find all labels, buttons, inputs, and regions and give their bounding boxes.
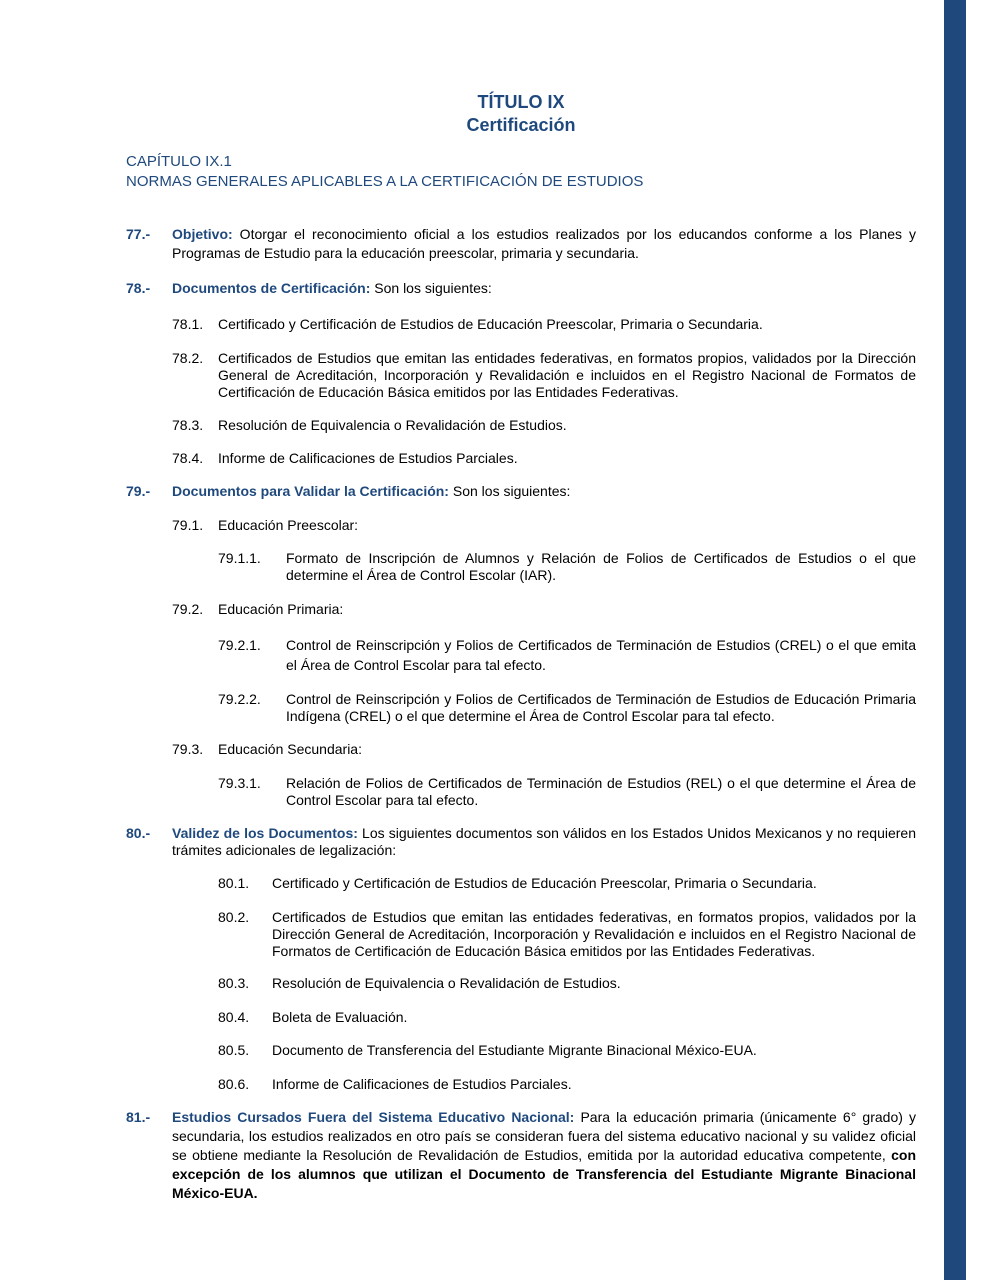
item-number: 79.2. [172, 601, 204, 617]
item-number: 78.1. [172, 316, 204, 332]
item-number: 78.4. [172, 450, 204, 466]
item-text: Control de Reinscripción y Folios de Certificados de Terminación de Estudios (CREL) o el que emita el Área de Control Escolar para tal efecto. [286, 637, 916, 673]
article-text: Los siguientes documentos son válidos en los Estados Unidos Mexicanos y no requieren trámites adicionales de legalización: [172, 825, 917, 858]
item-79-3-1 [218, 775, 916, 809]
item-text: Certificados de Estudios que emitan las entidades federativas, en formatos propios, validados por la Dirección General de Acreditación, Incorporación y Revalidación e incluidos en el Registro Nacional de Formatos de Certificación de Educación Básica emitidos por las Entidades Federativas. [218, 350, 916, 400]
item-78-4 [172, 450, 916, 467]
article-80 [126, 825, 916, 859]
item-number: 79.2.2. [218, 691, 261, 707]
item-text: Formato de Inscripción de Alumnos y Relación de Folios de Certificados de Estudios o el que determine el Área de Control Escolar (IAR). [286, 550, 916, 583]
item-text: Control de Reinscripción y Folios de Certificados de Terminación de Estudios de Educación Primaria Indígena (CREL) o el que determine el Área de Control Escolar para tal efecto. [286, 691, 916, 724]
item-78-3 [172, 417, 916, 434]
article-number: 77.- [126, 226, 151, 242]
article-79 [126, 482, 916, 501]
item-number: 80.1. [218, 875, 250, 891]
item-number: 79.1.1. [218, 550, 261, 566]
article-number: 81.- [126, 1109, 151, 1125]
item-text: Documento de Transferencia del Estudiante Migrante Binacional México-EUA. [272, 1042, 757, 1058]
item-number: 80.4. [218, 1009, 250, 1025]
article-81 [126, 1108, 916, 1203]
item-80-4 [218, 1009, 916, 1026]
article-heading: Estudios Cursados Fuera del Sistema Educativo Nacional: [172, 1109, 575, 1125]
item-text: Certificado y Certificación de Estudios de Educación Preescolar, Primaria o Secundaria. [272, 875, 817, 891]
chapter-label: CAPÍTULO IX.1 [126, 153, 232, 170]
item-text: Certificados de Estudios que emitan las entidades federativas, en formatos propios, validados por la Dirección General de Acreditación, Incorporación y Revalidación e incluidos en el Registro Nacional de Formatos de Certificación de Educación Básica emitidos por las Entidades Federativas. [272, 909, 916, 959]
item-text: Relación de Folios de Certificados de Terminación de Estudios (REL) o el que determine el Área de Control Escolar para tal efecto. [286, 775, 916, 808]
article-text: Para la educación primaria (únicamente 6° grado) y secundaria, los estudios realizados en otro país se consideran fuera del sistema educativo nacional y su validez oficial se obtiene mediante la Resolución de Revalidación de Estudios, emitida por la autoridad educativa competente, [172, 1109, 917, 1163]
item-text: Educación Primaria: [218, 601, 344, 617]
article-78 [126, 279, 916, 298]
item-80-6 [218, 1076, 916, 1093]
item-number: 80.6. [218, 1076, 250, 1092]
item-79-2 [172, 601, 916, 618]
article-number: 79.- [126, 483, 151, 499]
article-heading: Documentos para Validar la Certificación: [172, 483, 449, 499]
item-80-2 [218, 909, 916, 960]
article-number: 78.- [126, 280, 151, 296]
article-bold-text: con excepción de los alumnos que utilizan el Documento de Transferencia del Estudiante Migrante Binacional México-EUA. [172, 1147, 916, 1201]
item-text: Informe de Calificaciones de Estudios Parciales. [272, 1076, 572, 1092]
item-number: 78.2. [172, 350, 204, 366]
item-number: 80.3. [218, 975, 250, 991]
item-text: Resolución de Equivalencia o Revalidación de Estudios. [218, 417, 567, 433]
article-text: Son los siguientes: [448, 483, 571, 499]
item-number: 80.5. [218, 1042, 250, 1058]
item-80-5 [218, 1042, 916, 1059]
item-number: 79.1. [172, 517, 204, 533]
item-number: 80.2. [218, 909, 250, 925]
article-text: Otorgar el reconocimiento oficial a los estudios realizados por los educandos conforme a los Planes y Programas de Estudio para la educación preescolar, primaria y secundaria. [172, 226, 916, 261]
article-77 [126, 225, 916, 263]
article-text: Son los siguientes: [370, 280, 492, 296]
article-heading: Documentos de Certificación: [172, 280, 371, 296]
item-number: 78.3. [172, 417, 204, 433]
article-heading: Validez de los Documentos: [172, 825, 358, 841]
item-78-2 [172, 350, 916, 401]
subtitle: Certificación [466, 115, 576, 135]
item-79-3 [172, 741, 916, 758]
item-78-1 [172, 316, 916, 333]
item-text: Resolución de Equivalencia o Revalidación de Estudios. [272, 975, 621, 991]
item-number: 79.3.1. [218, 775, 261, 791]
item-text: Educación Secundaria: [218, 741, 362, 757]
item-79-2-2 [218, 691, 916, 725]
item-text: Informe de Calificaciones de Estudios Parciales. [218, 450, 518, 466]
chapter-name: NORMAS GENERALES APLICABLES A LA CERTIFICACIÓN DE ESTUDIOS [126, 173, 644, 190]
item-number: 79.3. [172, 741, 204, 757]
item-text: Certificado y Certificación de Estudios de Educación Preescolar, Primaria o Secundaria. [218, 316, 763, 332]
article-number: 80.- [126, 825, 151, 841]
item-text: Educación Preescolar: [218, 517, 359, 533]
item-80-1 [218, 875, 916, 892]
item-79-1 [172, 517, 916, 534]
article-heading: Objetivo: [172, 226, 233, 242]
item-80-3 [218, 975, 916, 992]
item-text: Boleta de Evaluación. [272, 1009, 408, 1025]
item-79-1-1 [218, 550, 916, 584]
item-number: 79.2.1. [218, 637, 261, 653]
item-79-2-1 [218, 635, 916, 675]
side-accent-bar [944, 0, 966, 1280]
title: TÍTULO IX [477, 92, 565, 112]
